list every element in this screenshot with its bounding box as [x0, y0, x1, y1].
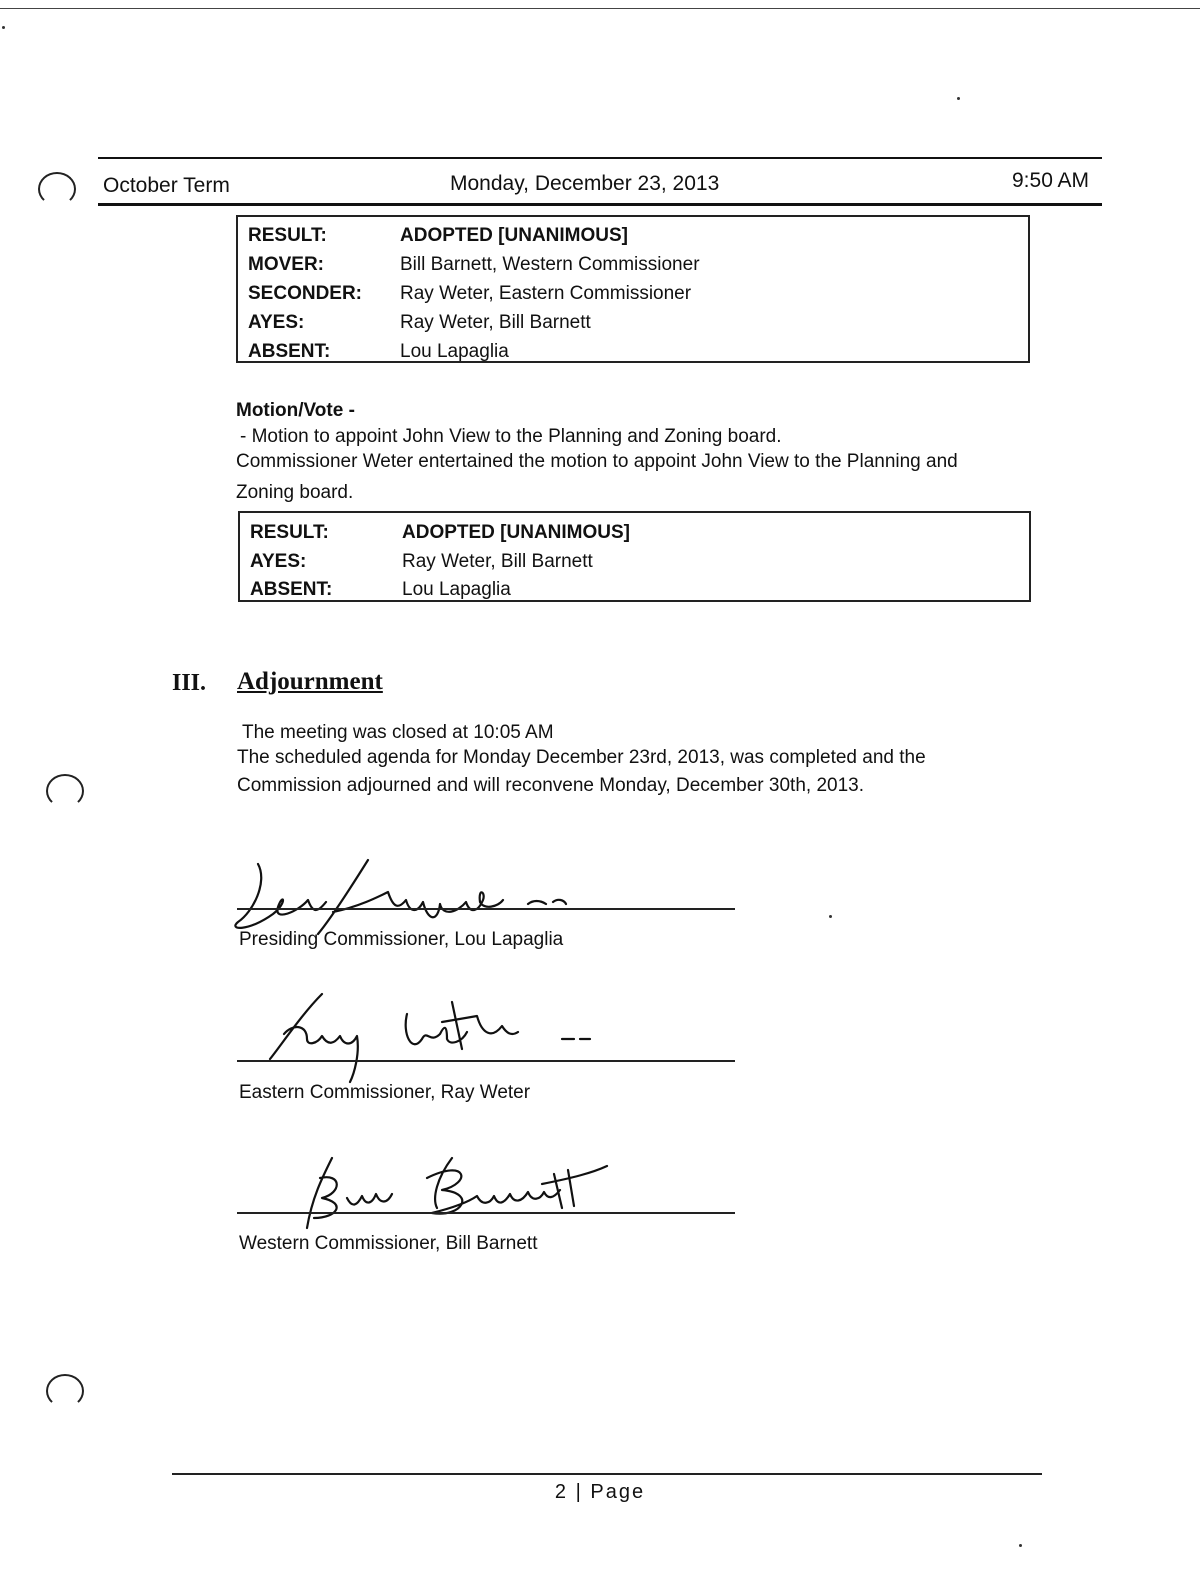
scan-speck — [829, 915, 832, 918]
vote-label: MOVER: — [248, 254, 324, 275]
vote-value: Ray Weter, Bill Barnett — [400, 312, 591, 333]
section-number: III. — [172, 670, 207, 696]
vote-table-1 — [236, 215, 1030, 363]
motion-body-line: Zoning board. — [236, 482, 354, 503]
vote-value: Lou Lapaglia — [400, 341, 509, 362]
vote-label: ABSENT: — [248, 341, 331, 362]
adjournment-line: Commission adjourned and will reconvene Monday, December 30th, 2013. — [237, 775, 864, 796]
scan-speck — [957, 97, 960, 100]
signature-caption: Presiding Commissioner, Lou Lapaglia — [239, 929, 564, 950]
header-term: October Term — [103, 174, 230, 197]
signature-line — [237, 1212, 735, 1214]
header-rule-bottom — [98, 203, 1102, 206]
signature-caption: Eastern Commissioner, Ray Weter — [239, 1082, 531, 1103]
footer-rule — [172, 1473, 1042, 1475]
vote-value: Ray Weter, Bill Barnett — [402, 551, 593, 572]
vote-label: RESULT: — [248, 225, 327, 246]
page-number: 2 | Page — [554, 1481, 646, 1503]
motion-body-line: Commissioner Weter entertained the motion to appoint John View to the Planning and — [236, 451, 958, 472]
vote-label: ABSENT: — [250, 579, 333, 600]
scan-top-edge — [0, 8, 1200, 9]
signature-caption: Western Commissioner, Bill Barnett — [239, 1233, 538, 1254]
vote-label: SECONDER: — [248, 283, 363, 304]
vote-label: AYES: — [250, 551, 307, 572]
signature-ray-weter — [262, 984, 602, 1084]
header-time: 9:50 AM — [1012, 169, 1090, 192]
scan-speck — [2, 26, 5, 29]
header-date: Monday, December 23, 2013 — [450, 172, 720, 195]
vote-value: Ray Weter, Eastern Commissioner — [400, 283, 692, 304]
signature-line — [237, 1060, 735, 1062]
header-rule-top — [98, 157, 1102, 159]
adjournment-line: The meeting was closed at 10:05 AM — [242, 722, 554, 743]
vote-value: ADOPTED [UNANIMOUS] — [400, 225, 628, 246]
motion-item: - Motion to appoint John View to the Planning and Zoning board. — [240, 426, 782, 447]
vote-label: RESULT: — [250, 522, 329, 543]
vote-table-2 — [238, 511, 1031, 602]
vote-value: Lou Lapaglia — [402, 579, 511, 600]
vote-value: ADOPTED [UNANIMOUS] — [402, 522, 630, 543]
punch-hole-icon — [38, 172, 76, 206]
adjournment-line: The scheduled agenda for Monday December 23rd, 2013, was completed and the — [237, 747, 926, 768]
motion-heading: Motion/Vote - — [236, 400, 355, 421]
punch-hole-icon — [46, 774, 84, 808]
punch-hole-icon — [46, 1374, 84, 1408]
vote-value: Bill Barnett, Western Commissioner — [400, 254, 700, 275]
signature-line — [237, 908, 735, 910]
section-title: Adjournment — [237, 668, 383, 695]
signature-bill-barnett — [292, 1148, 622, 1234]
vote-label: AYES: — [248, 312, 305, 333]
scan-speck — [1019, 1544, 1022, 1547]
